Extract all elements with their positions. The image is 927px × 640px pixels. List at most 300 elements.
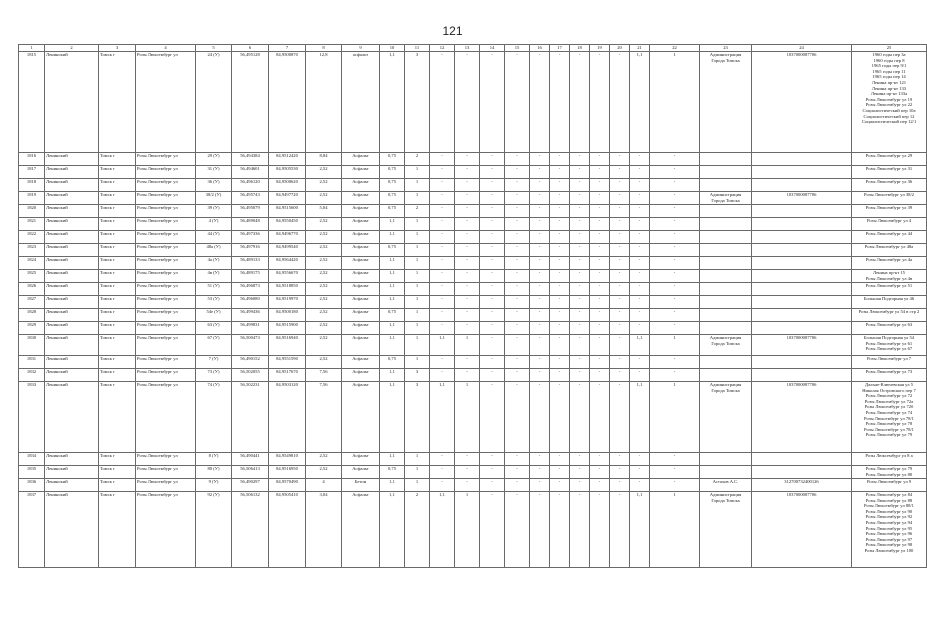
table-cell [700, 205, 752, 218]
table-cell: - [550, 179, 570, 192]
table-cell: 84,9516940 [269, 335, 306, 356]
table-row [19, 244, 927, 257]
table-cell: - [610, 309, 630, 322]
table-cell: Томск г [99, 153, 136, 166]
table-cell: Томск г [99, 479, 136, 492]
table-cell: Ленинский [45, 257, 99, 270]
table-cell: - [650, 356, 700, 369]
table-cell: - [590, 296, 610, 309]
table-cell: - [610, 356, 630, 369]
table-cell: 0,75 [380, 205, 405, 218]
table-cell: 3 [405, 382, 430, 453]
table-cell: - [590, 369, 610, 382]
table-cell: - [590, 453, 610, 466]
table-cell: - [630, 218, 650, 231]
table-cell: Томск г [99, 492, 136, 568]
table-cell: Ленинский [45, 492, 99, 568]
table-cell: Асфальт [342, 382, 380, 453]
table-cell: - [480, 466, 505, 479]
table-cell: 1,1 [430, 492, 455, 568]
table-cell [752, 309, 852, 322]
table-cell: Розы Люксембург ул 48а [852, 244, 927, 257]
table-cell: 44 (У) [196, 231, 232, 244]
table-cell: Ленинский [45, 479, 99, 492]
table-cell: - [480, 382, 505, 453]
table-cell: асфальт [342, 52, 380, 153]
table-cell [752, 231, 852, 244]
table-cell [700, 179, 752, 192]
table-cell: 8 (У) [196, 453, 232, 466]
table-cell: - [505, 192, 530, 205]
registry-table [18, 44, 927, 568]
table-cell: - [505, 296, 530, 309]
table-cell: - [550, 322, 570, 335]
table-cell: - [630, 205, 650, 218]
column-header: 11 [405, 45, 430, 52]
table-cell: - [570, 179, 590, 192]
table-cell: - [550, 356, 570, 369]
table-cell: - [630, 309, 650, 322]
column-header: 21 [630, 45, 650, 52]
table-row [19, 257, 927, 270]
table-row [19, 192, 927, 205]
table-cell: Администрация Города Томска [700, 52, 752, 153]
table-cell: - [650, 369, 700, 382]
table-cell: - [570, 153, 590, 166]
table-cell: Бетон [342, 479, 380, 492]
table-cell [752, 322, 852, 335]
table-cell: 56,490152 [232, 356, 269, 369]
table-cell: - [480, 309, 505, 322]
table-cell: - [505, 244, 530, 257]
table-cell: - [455, 231, 480, 244]
table-cell: 1,1 [380, 270, 405, 283]
table-cell [752, 166, 852, 179]
table-cell: - [505, 382, 530, 453]
table-cell: Розы Люксембург ул [136, 453, 196, 466]
table-cell: Томск г [99, 244, 136, 257]
table-cell: - [630, 153, 650, 166]
table-cell: 2,52 [306, 322, 342, 335]
table-cell: - [570, 356, 590, 369]
table-cell: 1 [405, 466, 430, 479]
table-cell: - [455, 166, 480, 179]
table-cell: 39 (У) [196, 205, 232, 218]
table-cell: - [530, 166, 550, 179]
table-cell: - [610, 153, 630, 166]
table-cell: 1827 [19, 296, 45, 309]
table-cell: - [570, 283, 590, 296]
table-cell: - [455, 296, 480, 309]
table-cell: Розы Люксембург ул 4 [852, 218, 927, 231]
table-cell: - [430, 166, 455, 179]
table-cell: 1,1 [380, 52, 405, 153]
table-cell: - [505, 335, 530, 356]
table-cell: 84,9519970 [269, 296, 306, 309]
table-cell: Томск г [99, 309, 136, 322]
table-cell: 1,1 [380, 382, 405, 453]
table-cell: 1 [405, 296, 430, 309]
table-cell: Томск г [99, 369, 136, 382]
table-cell: Розы Люксембург ул 31 [852, 166, 927, 179]
table-cell: Томск г [99, 453, 136, 466]
table-cell: Асфальт [342, 335, 380, 356]
table-cell: 84,9503120 [269, 382, 306, 453]
table-cell: 67 (У) [196, 335, 232, 356]
table-cell: - [570, 231, 590, 244]
table-cell: - [590, 283, 610, 296]
table-cell: - [610, 179, 630, 192]
table-cell: 80 (У) [196, 466, 232, 479]
table-cell: Розы Люксембург ул [136, 322, 196, 335]
table-cell: - [480, 335, 505, 356]
table-cell: 84,9564420 [269, 257, 306, 270]
table-cell: 56,495079 [232, 205, 269, 218]
table-cell: 1,1 [380, 231, 405, 244]
table-cell: 1 [405, 231, 430, 244]
table-cell: - [530, 466, 550, 479]
table-cell: Томск г [99, 52, 136, 153]
table-cell: 84,9497720 [269, 192, 306, 205]
table-cell: - [480, 283, 505, 296]
table-row [19, 218, 927, 231]
table-cell: 1 [405, 270, 430, 283]
table-cell: 1832 [19, 369, 45, 382]
table-cell: 1,1 [630, 382, 650, 453]
table-cell: Розы Люксембург ул [136, 466, 196, 479]
table-cell: - [530, 335, 550, 356]
registry-table-body [19, 45, 927, 568]
table-cell: Томск г [99, 179, 136, 192]
table-cell: Ленинский [45, 52, 99, 153]
table-cell: - [570, 244, 590, 257]
table-cell: 56,500473 [232, 335, 269, 356]
table-cell: Розы Люксембург ул [136, 270, 196, 283]
table-cell: 2,52 [306, 270, 342, 283]
table-cell: 1,1 [630, 52, 650, 153]
table-cell: 1835 [19, 466, 45, 479]
table-cell: Томск г [99, 322, 136, 335]
table-cell: - [455, 192, 480, 205]
table-cell: - [430, 244, 455, 257]
table-cell: - [650, 322, 700, 335]
table-cell: 84,9517670 [269, 369, 306, 382]
table-cell: 0,75 [380, 466, 405, 479]
table-cell: Розы Люксембург ул [136, 296, 196, 309]
table-cell [752, 270, 852, 283]
table-cell: 36 (У) [196, 179, 232, 192]
column-header: 9 [342, 45, 380, 52]
table-cell: - [630, 192, 650, 205]
table-cell [700, 322, 752, 335]
table-cell: Розы Люксембург ул 39 [852, 205, 927, 218]
table-cell: - [610, 466, 630, 479]
table-cell: 56,495128 [232, 52, 269, 153]
table-cell: 1830 [19, 335, 45, 356]
table-cell: - [650, 296, 700, 309]
table-cell: Розы Люксембург ул [136, 257, 196, 270]
table-cell: - [570, 335, 590, 356]
table-cell: - [550, 218, 570, 231]
table-cell: - [455, 270, 480, 283]
table-cell: Розы Люксембург ул [136, 492, 196, 568]
column-header: 10 [380, 45, 405, 52]
table-cell: 1,1 [380, 322, 405, 335]
table-cell: - [650, 153, 700, 166]
table-cell: - [590, 492, 610, 568]
table-cell: 84,9551590 [269, 356, 306, 369]
table-cell: 1816 [19, 153, 45, 166]
table-cell: 12,8 [306, 52, 342, 153]
table-cell: 2,52 [306, 257, 342, 270]
table-cell: - [480, 166, 505, 179]
table-cell: - [480, 356, 505, 369]
table-cell: 1 [405, 218, 430, 231]
table-cell: Томск г [99, 382, 136, 453]
table-cell: 56,502231 [232, 382, 269, 453]
table-cell: 1,1 [430, 382, 455, 453]
table-cell: Ленинский [45, 166, 99, 179]
table-cell: - [590, 218, 610, 231]
table-cell: Томск г [99, 296, 136, 309]
table-cell: - [455, 52, 480, 153]
table-cell: - [430, 270, 455, 283]
table-cell: - [650, 179, 700, 192]
table-cell: 1 [405, 335, 430, 356]
table-cell: Розы Люксембург ул [136, 192, 196, 205]
table-cell: 1820 [19, 205, 45, 218]
table-cell: - [430, 179, 455, 192]
table-cell [700, 218, 752, 231]
table-cell: - [505, 52, 530, 153]
table-cell [700, 244, 752, 257]
table-cell: 1 [650, 492, 700, 568]
table-cell: - [430, 218, 455, 231]
table-cell: - [590, 179, 610, 192]
table-cell: - [590, 192, 610, 205]
table-cell: 84,9570490 [269, 479, 306, 492]
table-cell: - [455, 205, 480, 218]
table-cell: Томск г [99, 166, 136, 179]
table-cell: 2,52 [306, 356, 342, 369]
table-cell: - [530, 231, 550, 244]
table-cell: Асфальт [342, 192, 380, 205]
table-cell: - [610, 231, 630, 244]
table-cell [700, 356, 752, 369]
column-header: 5 [196, 45, 232, 52]
table-cell: 2,52 [306, 283, 342, 296]
table-cell: 1037000087706 [752, 492, 852, 568]
table-cell: 1825 [19, 270, 45, 283]
table-cell: - [550, 335, 570, 356]
table-cell: 1824 [19, 257, 45, 270]
table-cell: 2 [405, 205, 430, 218]
column-header: 17 [550, 45, 570, 52]
table-cell: - [505, 356, 530, 369]
table-cell: Асфальт [342, 369, 380, 382]
table-cell: Ленинский [45, 153, 99, 166]
table-cell: 63 (У) [196, 322, 232, 335]
table-cell: Асфальт [342, 309, 380, 322]
table-cell: 0,75 [380, 192, 405, 205]
table-cell: Розы Люксембург ул [136, 179, 196, 192]
table-cell: Розы Люксембург ул [136, 356, 196, 369]
table-cell: - [480, 244, 505, 257]
table-cell: Асфальт [342, 492, 380, 568]
table-cell: - [630, 166, 650, 179]
table-cell: - [650, 479, 700, 492]
table-cell: Розы Люксембург ул [136, 166, 196, 179]
table-cell: Розы Люксембург ул [136, 244, 196, 257]
table-cell: - [480, 231, 505, 244]
table-cell: 2,52 [306, 453, 342, 466]
table-cell: 1 [405, 244, 430, 257]
table-cell: Розы Люксембург ул [136, 231, 196, 244]
table-cell: Розы Люксембург ул [136, 283, 196, 296]
table-cell: Розы Люксембург ул [136, 52, 196, 153]
table-cell: 1 [455, 492, 480, 568]
table-cell: - [550, 166, 570, 179]
table-cell: 84,9515600 [269, 205, 306, 218]
table-row [19, 335, 927, 356]
table-cell: - [570, 205, 590, 218]
table-cell: 7 (У) [196, 356, 232, 369]
table-cell: - [505, 218, 530, 231]
table-cell: Асфальт [342, 231, 380, 244]
table-cell: 5,04 [306, 205, 342, 218]
table-cell: - [650, 257, 700, 270]
table-cell: 84,9550450 [269, 218, 306, 231]
table-cell [752, 369, 852, 382]
table-cell: 0,75 [380, 179, 405, 192]
table-cell: - [650, 166, 700, 179]
table-cell: - [570, 257, 590, 270]
table-cell: - [430, 479, 455, 492]
table-cell: - [630, 270, 650, 283]
table-cell: - [550, 244, 570, 257]
table-cell: 1,1 [380, 218, 405, 231]
table-cell: 1,1 [380, 492, 405, 568]
table-cell: - [430, 257, 455, 270]
table-cell [700, 453, 752, 466]
table-cell: 56,489175 [232, 270, 269, 283]
table-cell: Розы Люксембург ул 4а [852, 257, 927, 270]
table-cell: 56,490441 [232, 453, 269, 466]
table-cell: Большая Подгорная ул 46 [852, 296, 927, 309]
table-cell: 2,52 [306, 179, 342, 192]
table-cell: - [610, 283, 630, 296]
table-cell: - [590, 166, 610, 179]
table-cell: - [590, 382, 610, 453]
table-cell: Томск г [99, 335, 136, 356]
table-cell: - [530, 369, 550, 382]
table-cell: - [455, 466, 480, 479]
table-cell: - [570, 270, 590, 283]
table-cell: - [590, 322, 610, 335]
table-cell: Администрация Города Томска [700, 382, 752, 453]
table-cell: - [590, 466, 610, 479]
table-cell: Ленинский [45, 205, 99, 218]
table-cell: 56,494384 [232, 153, 269, 166]
table-cell: - [570, 192, 590, 205]
table-cell: - [550, 466, 570, 479]
table-cell [752, 205, 852, 218]
table-cell: 1 [650, 382, 700, 453]
table-cell: - [430, 205, 455, 218]
table-cell [700, 283, 752, 296]
table-cell: Томск г [99, 205, 136, 218]
table-cell: - [650, 309, 700, 322]
table-cell: - [650, 192, 700, 205]
table-cell: - [610, 479, 630, 492]
table-cell: 1 [650, 335, 700, 356]
table-cell: 2,52 [306, 166, 342, 179]
table-cell: Томск г [99, 283, 136, 296]
table-cell: - [650, 453, 700, 466]
table-cell: - [530, 179, 550, 192]
table-cell: - [650, 244, 700, 257]
table-cell: 84,9500620 [269, 179, 306, 192]
table-cell: Ленинский [45, 192, 99, 205]
table-cell [700, 257, 752, 270]
table-cell: 2,52 [306, 309, 342, 322]
table-cell [752, 466, 852, 479]
table-cell: Асфальт [342, 322, 380, 335]
table-cell: - [505, 270, 530, 283]
table-cell: 1 [455, 382, 480, 453]
table-cell: 1822 [19, 231, 45, 244]
table-cell [752, 296, 852, 309]
table-cell: - [550, 257, 570, 270]
table-row [19, 296, 927, 309]
table-row [19, 309, 927, 322]
table-cell: - [505, 322, 530, 335]
table-cell: - [480, 322, 505, 335]
table-cell: - [550, 453, 570, 466]
column-header: 2 [45, 45, 99, 52]
table-cell: 56,494601 [232, 166, 269, 179]
table-cell: 1815 [19, 52, 45, 153]
table-cell: Ленинский [45, 322, 99, 335]
table-cell: 1,1 [630, 492, 650, 568]
table-cell: - [630, 179, 650, 192]
table-cell: - [630, 231, 650, 244]
table-cell: - [480, 453, 505, 466]
table-cell: 0,75 [380, 166, 405, 179]
table-cell: - [480, 205, 505, 218]
table-cell: Ленинский [45, 283, 99, 296]
table-cell: - [505, 166, 530, 179]
table-cell: - [610, 166, 630, 179]
column-header: 14 [480, 45, 505, 52]
table-cell: - [530, 153, 550, 166]
table-cell: 54е (У) [196, 309, 232, 322]
table-cell: 0,75 [380, 153, 405, 166]
table-cell: - [530, 479, 550, 492]
table-cell: 1 [650, 52, 700, 153]
table-row [19, 322, 927, 335]
table-cell: 1,1 [380, 257, 405, 270]
table-cell: - [505, 153, 530, 166]
table-cell: 84,9518850 [269, 283, 306, 296]
table-cell: - [480, 153, 505, 166]
table-cell: Ленинский [45, 270, 99, 283]
table-cell: 3,04 [306, 492, 342, 568]
table-cell: 2,52 [306, 296, 342, 309]
table-cell: - [455, 257, 480, 270]
table-cell: 84,9512420 [269, 153, 306, 166]
table-cell: 1837 [19, 492, 45, 568]
